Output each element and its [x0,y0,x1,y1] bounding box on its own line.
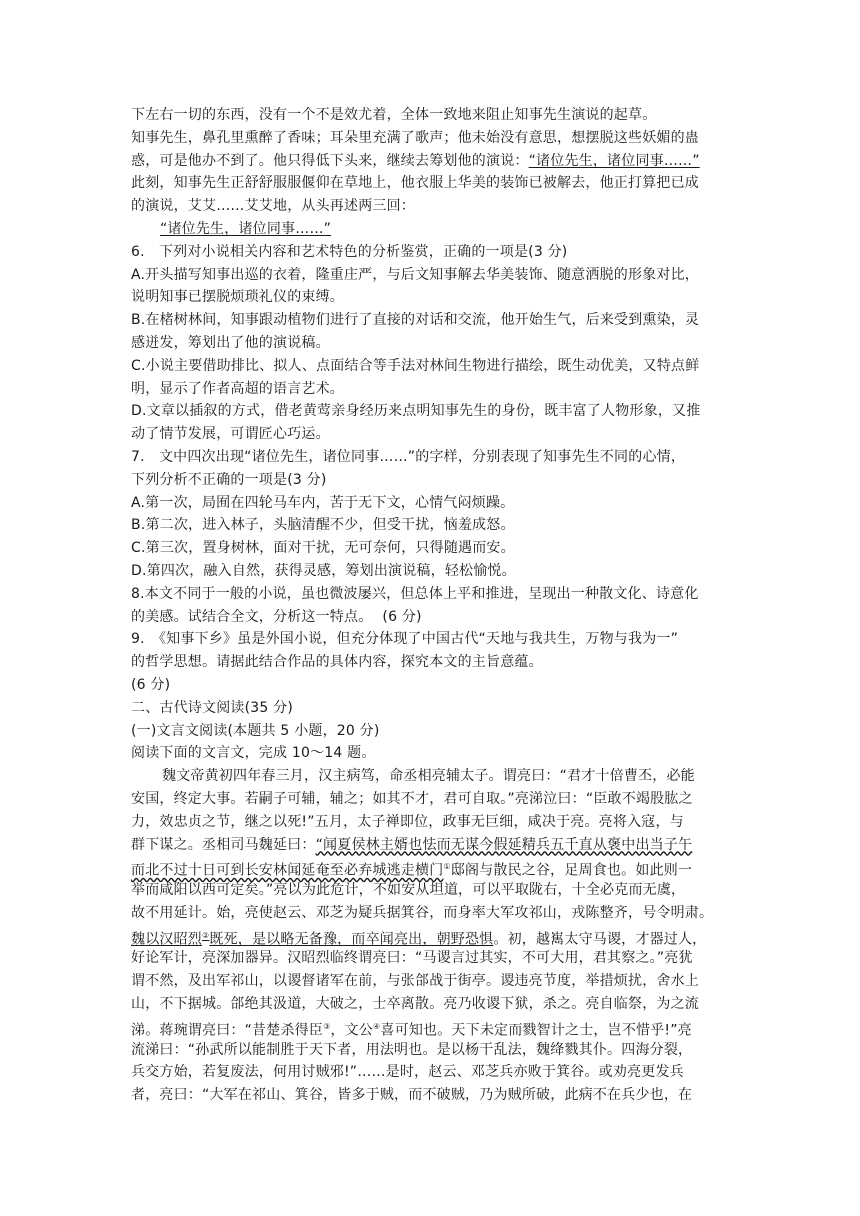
passage-line: 山，不下据城。郃绝其汲道，大破之，士卒离散。亮乃收谡下狱，杀之。亮自临祭，为之流 [131,996,699,1013]
option-b-cont: 感迸发，筹划出了他的演说稿。 [131,334,330,351]
footnote-mark: ④ [373,1021,381,1031]
text-line: 的演说，艾艾……艾艾地，从头再述两三回： [131,198,415,215]
passage-line: 举而咸阳以西可定矣。”亮以为此危计，不如安从坦道，可以平取陇右，十全必克而无虞， [131,882,686,899]
option-c: C.第三次，置身树林，面对干扰，无可奈何，只得随遇而安。 [131,540,515,557]
punctuation-target: “闻夏侯林主婿也怯而无谋今假延精兵五千直从褒中出当子午 [315,836,693,853]
option-d: D.文章以插叙的方式，借老黄莺亲身经历来点明知事先生的身份，既丰富了人物形象，又推 [131,403,701,420]
underlined-quote: “诸位先生，诸位同事……” [528,152,700,169]
option-d: D.第四次，融入自然，获得灵感，筹划出演说稿，轻松愉悦。 [131,562,516,579]
option-b: B.在楮树林间，知事跟动植物们进行了直接的对话和交流，他开始生气，后来受到熏染，灵 [131,312,700,329]
passage-line: 力，效忠贞之节，继之以死!”五月，太子禅即位，政事无巨细，咸决于亮。亮将入寇，与 [131,813,684,830]
option-d-cont: 动了情节发展，可谓匠心巧运。 [131,426,330,443]
passage-line: 者，亮曰：“大军在祁山、箕谷，皆多于贼，而不破贼，乃为贼所破，此病不在兵少也，在 [131,1087,693,1104]
passage-line: 兵交方始，若复废法，何用讨贼邪!”……是时，赵云、邓芝兵亦败于箕谷。或劝亮更发兵 [131,1064,684,1081]
underlined-quote: “诸位先生，诸位同事……” [160,220,332,237]
question-8-cont: 的美感。试结合全文，分析这一特点。 (6 分) [131,608,422,625]
footnote-mark: ② [202,930,210,940]
passage-line: 魏以汉昭烈②既死，是以略无备豫，而卒闻亮出，朝野恐惧。初，越嶲太守马谡，才器过人， [131,930,707,948]
passage-line: 魏文帝黄初四年春三月，汉主病笃，命丞相亮辅太子。谓亮曰：“君才十倍曹丕，必能 [162,768,695,785]
passage-line: 涕。蒋琬谓亮曰：“昔楚杀得臣③，文公④喜可知也。天下未定而戮智计之士，岂不惜乎!”亮 [131,1021,692,1039]
option-c-cont: 明，显示了作者高超的语言艺术。 [131,380,344,397]
instruction: 阅读下面的文言文，完成 10～14 题。 [131,745,376,762]
passage-line: 谓不然，及出军祁山，以谡督诸军在前，与张郃战于街亭。谡违亮节度，举措烦扰，舍水上 [131,973,699,990]
passage-line: 而北不过十日可到长安林闻延奄至必弃城逃走横门①邸阁与散民之谷，足周食也。如此则一 [131,862,693,879]
footnote-mark: ③ [323,1021,331,1031]
question-7: 7. 文中四次出现“诸位先生，诸位同事……”的字样，分别表现了知事先生不同的心情， [131,448,686,465]
question-9-cont: 的哲学思想。请据此结合作品的具体内容，探究本文的主旨意蕴。 [131,654,543,671]
punctuation-target: 而北不过十日可到长安林闻延奄至必弃城逃走横门 [131,862,444,879]
option-c: C.小说主要借助排比、拟人、点面结合等手法对林间生物进行描绘，既生动优美，又特点鲜 [131,357,700,374]
passage-line: 故不用延计。始，亮使赵云、邓芝为疑兵据箕谷，而身率大军攻祁山，戎陈整齐，号令明肃。 [131,904,714,921]
passage-line: 群下谋之。丞相司马魏延曰：“闻夏侯林主婿也怯而无谋今假延精兵五千直从褒中出当子午 [131,836,693,853]
question-7-cont: 下列分析不正确的一项是(3 分) [131,471,327,488]
option-a: A.第一次，局囿在四轮马车内，苦于无下文，心情气闷烦躁。 [131,494,515,511]
subsection-heading: (一)文言文阅读(本题共 5 小题，20 分) [131,722,380,739]
score-label: (6 分) [131,676,171,693]
text-line: 下左右一切的东西，没有一个不是效尤着，全体一致地来阻止知事先生演说的起草。 [131,107,657,123]
score-label: (6 分) [382,608,422,625]
question-6: 6. 下列对小说相关内容和艺术特色的分析鉴赏，正确的一项是(3 分) [131,243,568,260]
document-page [131,104,735,1107]
text-line: 知事先生，鼻孔里熏醉了香味；耳朵里充满了歌声；他未始没有意思，想摆脱这些妖媚的蛊 [131,129,699,146]
option-a: A.开头描写知事出巡的衣着，隆重庄严，与后文知事解去华美装饰、随意洒脱的形象对比， [131,266,699,283]
question-9: 9. 《知事下乡》虽是外国小说，但充分体现了中国古代“天地与我共生，万物与我为一” [131,631,679,648]
translation-target: 既死，是以略无备豫，而卒闻亮出，朝野恐惧 [209,931,494,948]
text-line: 此刻，知事先生正舒舒服服偃仰在草地上，他衣服上华美的装饰已被解去，他正打算把已成 [131,175,699,192]
question-8: 8.本文不同于一般的小说，虽也微波屡兴，但总体上平和推进，呈现出一种散文化、诗意化 [131,585,699,602]
passage-line: 安国，终定大事。若嗣子可辅，辅之；如其不才，君可自取。”亮涕泣曰：“臣敢不竭股肱之 [131,790,693,807]
text-line: 惑，可是他办不到了。他只得低下头来，继续去筹划他的演说：“诸位先生，诸位同事……” [131,152,700,169]
passage-line: 流涕曰：“孙武所以能制胜于天下者，用法明也。是以杨干乱法，魏绛戮其仆。四海分裂， [131,1041,693,1058]
passage-line: 好论军计，亮深加器异。汉昭烈临终谓亮曰：“马谡言过其实，不可大用，君其察之。”亮犹 [131,950,693,967]
option-a-cont: 说明知事已摆脱烦琐礼仪的束缚。 [131,289,344,306]
section-heading: 二、古代诗文阅读(35 分) [131,699,293,716]
option-b: B.第二次，进入林子，头脑清醒不少，但受干扰，恼羞成怒。 [131,517,515,534]
footnote-mark: ① [443,862,451,872]
